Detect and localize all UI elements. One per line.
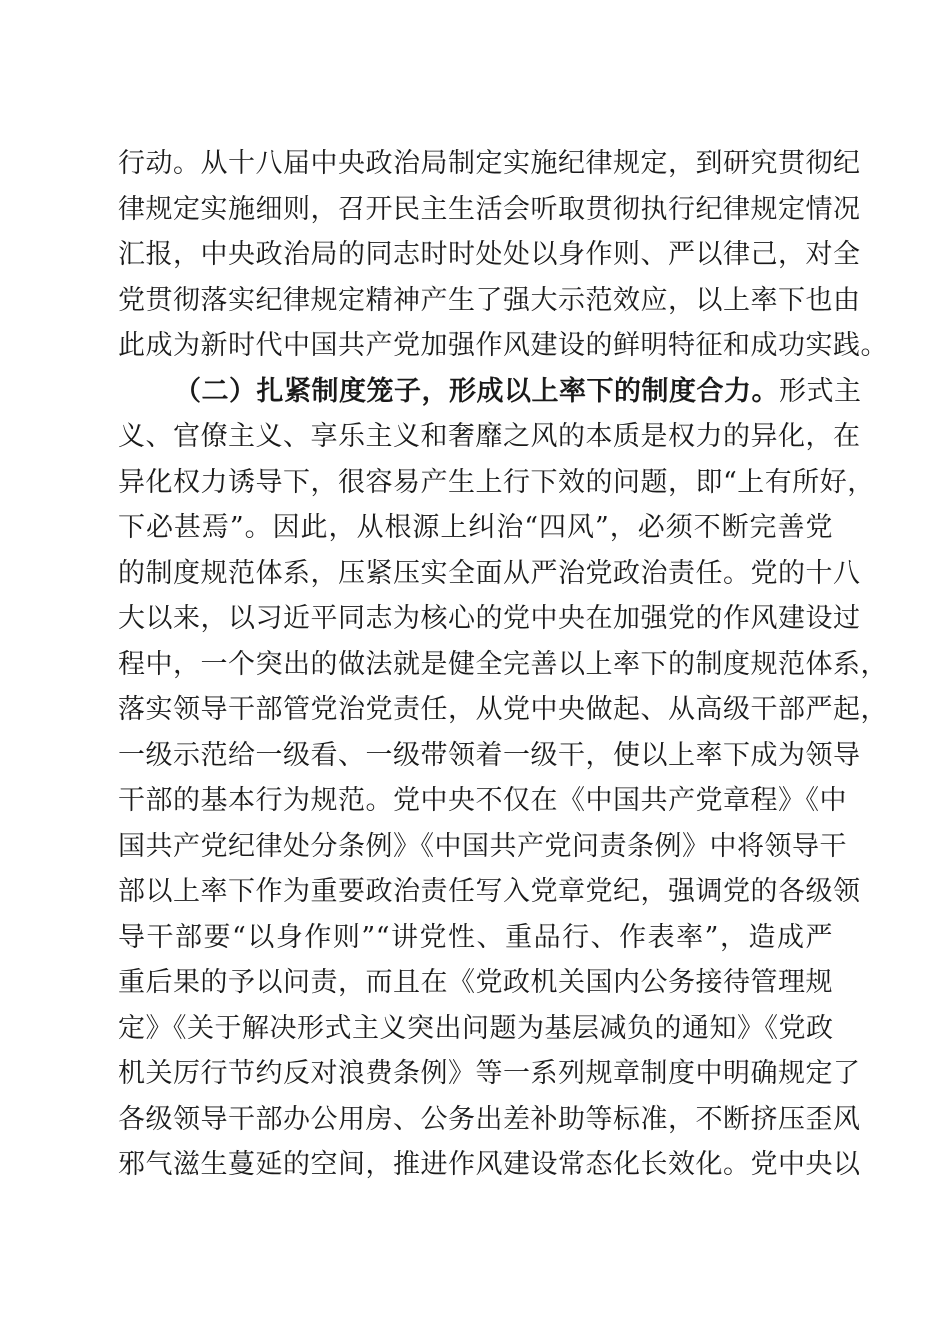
text-line: 此成为新时代中国共产党加强作风建设的鲜明特征和成功实践。 [118, 330, 888, 361]
text-line: 汇报，中央政治局的同志时时处处以身作则、严以律己，对全 [118, 239, 861, 270]
text-line: 程中，一个突出的做法就是健全完善以上率下的制度规范体系， [118, 648, 888, 680]
text-line: 律规定实施细则，召开民主生活会听取贯彻执行纪律规定情况 [118, 193, 861, 225]
text-line: 邪气滋生蔓延的空间，推进作风建设常态化长效化。党中央以 [118, 1149, 861, 1180]
text-line: 国共产党纪律处分条例》《中国共产党问责条例》中将领导干 [118, 830, 847, 862]
text-line: 干部的基本行为规范。党中央不仅在《中国共产党章程》《中 [118, 785, 847, 816]
text-line: 异化权力诱导下，很容易产生上行下效的问题，即“上有所好， [118, 466, 875, 498]
text-line: 机关厉行节约反对浪费条例》等一系列规章制度中明确规定了 [118, 1058, 861, 1089]
text-line: 的制度规范体系，压紧压实全面从严治党政治责任。党的十八 [118, 557, 861, 589]
text-line: 一级示范给一级看、一级带领着一级干，使以上率下成为领导 [118, 739, 861, 771]
paragraph-1 [118, 141, 888, 369]
paragraph-2 [118, 369, 888, 1188]
text-line: 下必甚焉”。因此，从根源上纠治“四风”，必须不断完善党 [118, 512, 833, 543]
text-line: 重后果的予以问责，而且在《党政机关国内公务接待管理规 [118, 967, 833, 998]
text-line: 各级领导干部办公用房、公务出差补助等标准，不断挤压歪风 [118, 1103, 861, 1135]
section-heading: （二）扎紧制度笼子，形成以上率下的制度合力。 [174, 375, 779, 407]
text-fragment: 形式主 [779, 375, 862, 407]
text-line: 行动。从十八届中央政治局制定实施纪律规定，到研究贯彻纪 [118, 148, 861, 179]
text-line: 义、官僚主义、享乐主义和奢靡之风的本质是权力的异化，在 [118, 421, 861, 452]
text-line: 导干部要“以身作则”“讲党性、重品行、作表率”，造成严 [118, 921, 833, 953]
text-line: 大以来，以习近平同志为核心的党中央在加强党的作风建设过 [118, 603, 861, 634]
text-line: 定》《关于解决形式主义突出问题为基层减负的通知》《党政 [118, 1012, 834, 1044]
text-line: 落实领导干部管党治党责任，从党中央做起、从高级干部严起， [118, 694, 888, 725]
text-line: 部以上率下作为重要政治责任写入党章党纪，强调党的各级领 [118, 876, 861, 907]
body-text [118, 141, 888, 1188]
text-line: 党贯彻落实纪律规定精神产生了强大示范效应，以上率下也由 [118, 284, 861, 316]
paragraph-2-first-line [118, 369, 862, 415]
